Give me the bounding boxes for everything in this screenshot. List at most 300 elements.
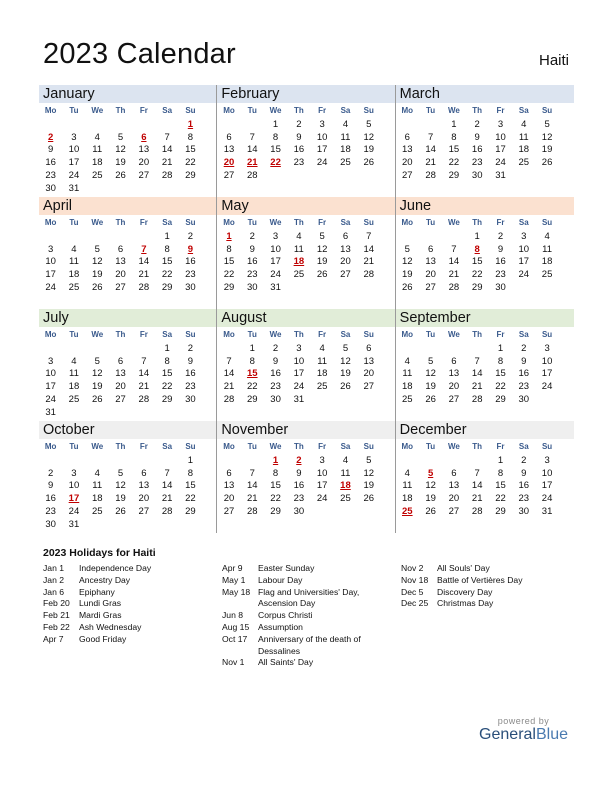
day-cell: 18 <box>518 144 530 156</box>
week-row <box>39 169 216 182</box>
day-cell: 26 <box>340 381 351 393</box>
week-row <box>396 355 574 368</box>
week-row <box>39 406 216 419</box>
week-row <box>39 268 216 281</box>
week-row <box>396 380 574 393</box>
weekday-header <box>396 215 574 230</box>
day-cell: 27 <box>448 394 460 406</box>
weekday-label: Th <box>472 106 483 115</box>
day-cell: 21 <box>448 269 460 281</box>
week-row <box>39 182 216 195</box>
day-cell: 4 <box>319 342 325 354</box>
weekday-label: Sa <box>162 330 173 339</box>
day-cell: 1 <box>497 342 504 354</box>
day-cell: 27 <box>115 282 126 294</box>
day-cell: 19 <box>91 381 103 393</box>
week-row <box>39 454 216 467</box>
day-cell: 4 <box>296 230 302 242</box>
weekday-label: Fr <box>139 442 148 451</box>
weekday-label: Su <box>363 218 374 227</box>
day-cell: 30 <box>185 394 196 406</box>
weekday-label: Fr <box>318 330 327 339</box>
week-row <box>39 368 216 381</box>
day-cell: 19 <box>425 381 436 393</box>
month-march <box>396 85 574 197</box>
weekday-label: Su <box>185 218 196 227</box>
day-cell: 21 <box>138 381 150 393</box>
day-cell: 28 <box>161 170 173 182</box>
day-cell: 1 <box>187 454 194 466</box>
day-cell: 30 <box>185 282 196 294</box>
day-cell: 16 <box>45 157 56 169</box>
day-cell: 18 <box>340 144 351 156</box>
day-cell: 28 <box>363 269 375 281</box>
day-cell: 3 <box>48 243 54 255</box>
day-cell: 25 <box>68 394 80 406</box>
day-cell: 15 <box>495 368 506 380</box>
day-cell: 16 <box>293 144 305 156</box>
week-row <box>39 355 216 368</box>
day-cell: 11 <box>293 243 304 255</box>
weekday-label: Fr <box>496 218 505 227</box>
day-cell: 24 <box>518 269 530 281</box>
weekday-label: We <box>447 330 460 339</box>
month-may <box>217 197 395 309</box>
day-cell: 21 <box>138 269 150 281</box>
brand-logo[interactable] <box>479 716 568 744</box>
month-october <box>39 421 217 533</box>
month-july <box>39 309 217 421</box>
weekday-label: Su <box>185 330 196 339</box>
day-cell: 10 <box>541 467 553 479</box>
day-cell: 17 <box>45 381 56 393</box>
weekday-label: Fr <box>496 442 505 451</box>
weekday-label: Tu <box>69 218 79 227</box>
month-name: August <box>217 309 394 327</box>
week-row <box>396 467 574 480</box>
weekday-label: Th <box>472 330 483 339</box>
day-cell: 22 <box>270 493 281 505</box>
holiday-name: Corpus Christi <box>258 610 313 621</box>
day-cell: 19 <box>115 157 126 169</box>
day-cell: 13 <box>448 480 460 492</box>
day-cell: 17 <box>293 368 305 380</box>
day-cell: 9 <box>48 480 54 492</box>
week-row <box>396 144 574 157</box>
week-row <box>396 131 574 144</box>
week-row <box>217 144 394 157</box>
holiday-date: Jan 2 <box>43 574 65 585</box>
week-row <box>396 230 574 243</box>
day-cell: 2 <box>187 342 194 354</box>
day-cell: 19 <box>541 144 553 156</box>
month-january <box>39 85 217 197</box>
day-cell: 29 <box>246 394 258 406</box>
month-name: October <box>39 421 216 439</box>
weekday-label: We <box>269 218 282 227</box>
day-cell: 7 <box>226 355 232 367</box>
day-cell: 1 <box>249 342 255 354</box>
week-row <box>39 230 216 243</box>
month-december <box>396 421 574 533</box>
holiday-date: Apr 9 <box>222 563 243 573</box>
day-cell: 26 <box>91 394 103 406</box>
day-cell: 20 <box>425 269 436 281</box>
day-cell: 21 <box>161 157 173 169</box>
holiday-day-cell: 15 <box>246 368 258 380</box>
day-cell: 15 <box>471 256 483 268</box>
day-cell: 10 <box>45 256 56 268</box>
day-cell: 30 <box>45 182 56 194</box>
day-cell: 24 <box>541 381 553 393</box>
day-cell: 27 <box>138 506 150 518</box>
week-row <box>39 131 216 144</box>
day-cell: 24 <box>45 394 56 406</box>
holiday-item <box>222 587 377 611</box>
day-cell: 19 <box>115 493 126 505</box>
day-cell: 3 <box>521 230 527 242</box>
day-cell: 13 <box>223 144 235 156</box>
holiday-item <box>43 634 213 646</box>
day-cell: 4 <box>404 467 410 479</box>
day-cell: 3 <box>319 454 325 466</box>
month-row <box>39 85 574 197</box>
week-row <box>39 505 216 518</box>
day-cell: 30 <box>270 394 281 406</box>
day-cell: 2 <box>296 118 302 130</box>
day-cell: 5 <box>404 243 410 255</box>
holiday-date: Dec 25 <box>401 598 429 609</box>
day-cell: 21 <box>471 381 483 393</box>
day-cell: 14 <box>363 243 375 255</box>
weekday-label: Mo <box>223 442 235 451</box>
calendar-grid <box>39 85 574 533</box>
weekday-label: Sa <box>518 106 529 115</box>
week-row <box>217 393 394 406</box>
holiday-day-cell: 8 <box>474 243 480 255</box>
week-row <box>217 256 394 269</box>
holiday-name: Independence Day <box>79 563 152 573</box>
day-cell: 11 <box>542 243 553 255</box>
day-cell: 21 <box>425 157 436 169</box>
weekday-header <box>217 439 394 454</box>
week-row <box>39 393 216 406</box>
day-cell: 4 <box>342 118 349 130</box>
holiday-name: Battle of Vertières Day <box>437 574 523 585</box>
weekday-label: Th <box>115 442 126 451</box>
day-cell: 4 <box>521 118 527 130</box>
day-cell: 7 <box>427 131 434 143</box>
day-cell: 24 <box>316 157 328 169</box>
day-cell: 21 <box>363 256 375 268</box>
week-row <box>39 243 216 256</box>
holiday-date: Feb 20 <box>43 598 70 609</box>
holiday-name: Epiphany <box>79 586 115 597</box>
day-cell: 28 <box>246 506 258 518</box>
day-cell: 11 <box>69 368 79 380</box>
week-row <box>217 380 394 393</box>
day-cell: 10 <box>541 355 553 367</box>
day-cell: 8 <box>497 467 504 479</box>
week-row <box>396 118 574 131</box>
day-cell: 26 <box>425 506 436 518</box>
weekday-label: Tu <box>247 218 257 227</box>
day-cell: 14 <box>246 144 258 156</box>
weekday-label: Th <box>293 442 304 451</box>
day-cell: 26 <box>363 157 375 169</box>
holiday-name: Mardi Gras <box>79 610 122 621</box>
day-cell: 18 <box>402 493 413 505</box>
day-cell: 1 <box>164 230 170 242</box>
holiday-name: Ash Wednesday <box>79 621 142 632</box>
month-name: November <box>217 421 394 439</box>
day-cell: 27 <box>340 269 351 281</box>
day-cell: 24 <box>541 493 553 505</box>
day-cell: 23 <box>246 269 258 281</box>
week-row <box>396 368 574 381</box>
holiday-day-cell: 6 <box>141 131 147 143</box>
holiday-day-cell: 2 <box>48 131 54 143</box>
day-cell: 20 <box>448 493 460 505</box>
holiday-day-cell: 18 <box>340 480 351 492</box>
day-cell: 30 <box>518 506 530 518</box>
day-cell: 13 <box>138 144 150 156</box>
country-label: Haiti <box>538 52 569 69</box>
day-cell: 4 <box>342 454 349 466</box>
day-cell: 20 <box>223 493 235 505</box>
weekday-label: Fr <box>318 442 327 451</box>
week-row <box>396 169 574 182</box>
month-name: September <box>396 309 574 327</box>
weekday-label: Su <box>185 106 196 115</box>
day-cell: 31 <box>293 394 305 406</box>
day-cell: 7 <box>164 131 170 143</box>
day-cell: 8 <box>187 131 194 143</box>
day-cell: 10 <box>316 131 328 143</box>
day-cell: 15 <box>161 368 173 380</box>
day-cell: 8 <box>272 467 279 479</box>
day-cell: 13 <box>402 144 413 156</box>
weekday-header <box>396 103 574 118</box>
holiday-date: Aug 15 <box>222 621 250 632</box>
weekday-label: Th <box>293 218 304 227</box>
day-cell: 25 <box>541 269 553 281</box>
day-cell: 26 <box>115 506 126 518</box>
week-row <box>39 518 216 531</box>
holidays-title: 2023 Holidays for Haiti <box>43 547 156 559</box>
day-cell: 16 <box>495 256 506 268</box>
weekday-label: Su <box>363 330 374 339</box>
day-cell: 19 <box>363 144 375 156</box>
day-cell: 10 <box>45 368 56 380</box>
day-cell: 20 <box>448 381 460 393</box>
weekday-label: Su <box>541 106 553 115</box>
day-cell: 9 <box>296 131 302 143</box>
holiday-item <box>401 587 571 599</box>
weekday-label: Sa <box>162 106 173 115</box>
day-cell: 7 <box>249 467 255 479</box>
day-cell: 25 <box>518 157 530 169</box>
weekday-label: Th <box>115 218 126 227</box>
holiday-date: Dec 5 <box>401 586 424 597</box>
weekday-label: We <box>91 106 104 115</box>
day-cell: 24 <box>293 381 305 393</box>
day-cell: 12 <box>316 243 328 255</box>
day-cell: 28 <box>138 282 150 294</box>
holiday-name: Good Friday <box>79 633 127 644</box>
day-cell: 27 <box>223 506 235 518</box>
weekday-header <box>39 215 216 230</box>
day-cell: 15 <box>161 256 173 268</box>
holiday-day-cell: 5 <box>427 467 434 479</box>
weekday-label: Tu <box>69 442 79 451</box>
weekday-label: Mo <box>44 218 57 227</box>
day-cell: 9 <box>521 355 527 367</box>
day-cell: 16 <box>518 368 530 380</box>
day-cell: 3 <box>544 342 550 354</box>
day-cell: 29 <box>185 506 196 518</box>
holiday-item <box>222 563 377 575</box>
day-cell: 31 <box>45 406 56 418</box>
day-cell: 1 <box>272 118 279 130</box>
month-name: March <box>396 85 574 103</box>
day-cell: 16 <box>471 144 483 156</box>
weekday-label: Sa <box>518 330 529 339</box>
day-cell: 2 <box>521 342 527 354</box>
day-cell: 11 <box>340 467 351 479</box>
day-cell: 16 <box>185 256 196 268</box>
day-cell: 16 <box>246 256 258 268</box>
holiday-day-cell: 9 <box>187 243 194 255</box>
day-cell: 3 <box>71 467 77 479</box>
day-cell: 15 <box>495 480 506 492</box>
day-cell: 28 <box>471 506 483 518</box>
weekday-label: Fr <box>496 330 505 339</box>
day-cell: 6 <box>226 467 232 479</box>
holiday-item <box>401 563 571 575</box>
month-name: February <box>217 85 394 103</box>
day-cell: 23 <box>185 269 196 281</box>
day-cell: 15 <box>185 480 196 492</box>
holiday-date: May 1 <box>222 574 246 585</box>
day-cell: 5 <box>117 131 124 143</box>
weekday-label: Tu <box>247 106 257 115</box>
weekday-label: Sa <box>162 218 173 227</box>
day-cell: 20 <box>138 493 150 505</box>
month-name: April <box>39 197 216 215</box>
weekday-header <box>396 327 574 342</box>
day-cell: 12 <box>425 480 436 492</box>
week-row <box>217 467 394 480</box>
day-cell: 11 <box>340 131 351 143</box>
week-row <box>217 169 394 182</box>
day-cell: 26 <box>425 394 436 406</box>
weekday-label: Tu <box>426 218 436 227</box>
weekday-label: Fr <box>496 106 505 115</box>
week-row <box>39 467 216 480</box>
day-cell: 30 <box>246 282 258 294</box>
day-cell: 21 <box>246 493 258 505</box>
day-cell: 27 <box>448 506 460 518</box>
holiday-name: All Saints' Day <box>258 657 314 668</box>
weekday-header <box>39 439 216 454</box>
weekday-header <box>39 327 216 342</box>
day-cell: 2 <box>497 230 504 242</box>
holiday-day-cell: 1 <box>226 230 232 242</box>
day-cell: 12 <box>340 355 351 367</box>
weekday-label: We <box>91 330 104 339</box>
holiday-date: Jun 8 <box>222 610 244 621</box>
day-cell: 26 <box>363 493 375 505</box>
weekday-header <box>217 103 394 118</box>
day-cell: 13 <box>363 355 375 367</box>
day-cell: 6 <box>141 467 147 479</box>
day-cell: 17 <box>316 480 328 492</box>
day-cell: 11 <box>402 368 413 380</box>
day-cell: 22 <box>185 493 196 505</box>
week-row <box>39 480 216 493</box>
day-cell: 22 <box>161 269 173 281</box>
day-cell: 9 <box>187 355 194 367</box>
day-cell: 16 <box>293 480 305 492</box>
week-row <box>396 454 574 467</box>
holiday-day-cell: 17 <box>68 493 80 505</box>
holiday-name: Easter Sunday <box>258 563 315 573</box>
weekday-label: Mo <box>223 330 235 339</box>
day-cell: 5 <box>319 230 325 242</box>
day-cell: 11 <box>92 144 103 156</box>
day-cell: 14 <box>471 368 483 380</box>
weekday-label: Mo <box>401 442 414 451</box>
month-row <box>39 421 574 533</box>
day-cell: 18 <box>316 368 328 380</box>
day-cell: 6 <box>366 342 372 354</box>
weekday-label: Th <box>115 106 126 115</box>
day-cell: 7 <box>474 467 480 479</box>
weekday-label: Th <box>293 330 304 339</box>
holiday-item <box>222 610 377 622</box>
day-cell: 14 <box>138 368 150 380</box>
day-cell: 2 <box>187 230 194 242</box>
weekday-label: Sa <box>518 218 529 227</box>
day-cell: 23 <box>518 493 530 505</box>
day-cell: 12 <box>425 368 436 380</box>
day-cell: 7 <box>249 131 255 143</box>
day-cell: 26 <box>541 157 553 169</box>
day-cell: 26 <box>91 282 103 294</box>
day-cell: 30 <box>293 506 305 518</box>
day-cell: 4 <box>94 131 100 143</box>
day-cell: 29 <box>223 282 235 294</box>
day-cell: 15 <box>223 256 235 268</box>
day-cell: 4 <box>71 243 77 255</box>
weekday-label: Mo <box>401 106 414 115</box>
week-row <box>217 368 394 381</box>
day-cell: 25 <box>91 170 103 182</box>
day-cell: 30 <box>518 394 530 406</box>
day-cell: 18 <box>68 381 80 393</box>
day-cell: 6 <box>451 355 457 367</box>
day-cell: 11 <box>92 480 103 492</box>
month-name: May <box>217 197 394 215</box>
day-cell: 12 <box>115 144 126 156</box>
day-cell: 13 <box>425 256 436 268</box>
weekday-header <box>39 103 216 118</box>
day-cell: 24 <box>316 493 328 505</box>
day-cell: 23 <box>45 506 56 518</box>
weekday-label: Su <box>363 106 374 115</box>
day-cell: 2 <box>474 118 480 130</box>
